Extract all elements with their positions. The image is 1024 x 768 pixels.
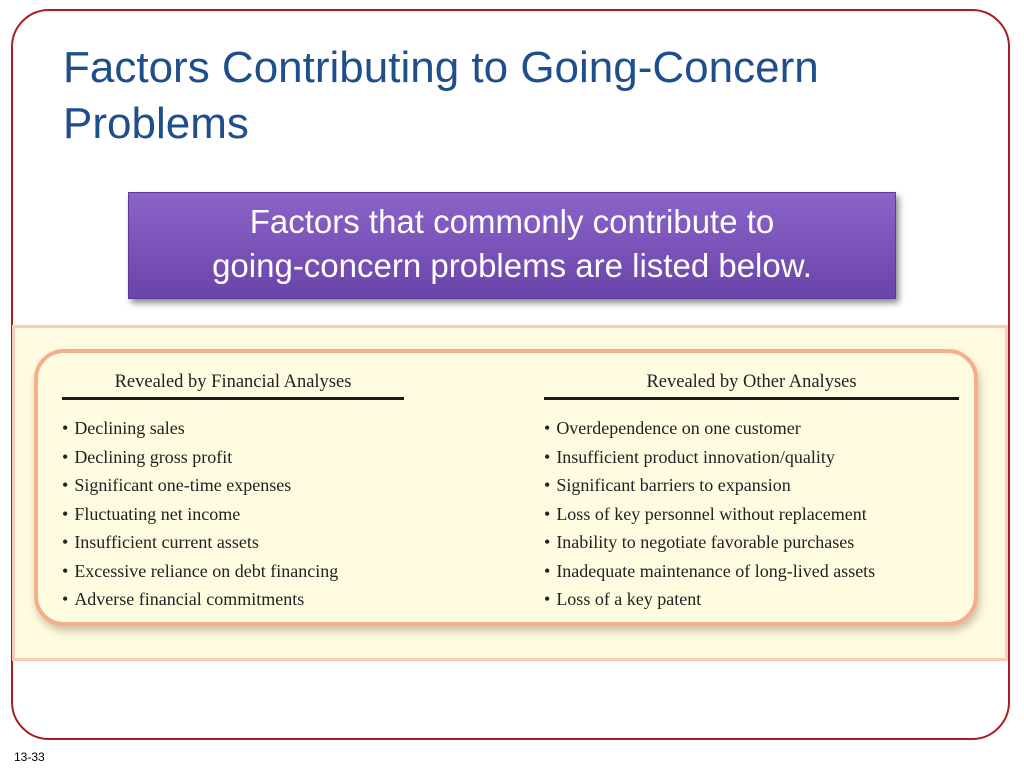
- list-item-text: Overdependence on one customer: [556, 418, 801, 438]
- bullet-icon: •: [62, 418, 69, 438]
- bullet-icon: •: [62, 475, 69, 495]
- bullet-icon: •: [62, 532, 69, 552]
- list-item-text: Insufficient current assets: [74, 532, 259, 552]
- list-item: [544, 414, 959, 443]
- list-item: [544, 585, 959, 614]
- list-item-text: Excessive reliance on debt financing: [74, 560, 339, 581]
- slide-title: Factors Contributing to Going-Concern Problems: [63, 43, 819, 148]
- list-item: [62, 443, 404, 472]
- list-item-text: Insufficient product innovation/quality: [556, 446, 835, 467]
- financial-factors-list: [62, 414, 404, 614]
- list-item: [544, 528, 959, 557]
- list-item-text: Significant one-time expenses: [74, 475, 292, 495]
- other-analyses-column: [544, 371, 959, 614]
- list-item: [544, 500, 959, 529]
- bullet-icon: •: [544, 503, 551, 524]
- bullet-icon: •: [62, 589, 69, 609]
- bullet-icon: •: [544, 532, 551, 552]
- list-item-text: Significant barriers to expansion: [556, 475, 791, 495]
- list-item: [544, 471, 959, 500]
- list-item-text: Loss of a key patent: [556, 589, 702, 609]
- list-item: [62, 585, 404, 614]
- bullet-icon: •: [544, 589, 551, 609]
- list-item: [62, 414, 404, 443]
- callout-box: [128, 192, 896, 299]
- list-item-text: Loss of key personnel without replacement: [556, 503, 867, 524]
- factors-panel: [34, 349, 978, 626]
- list-item-text: Declining sales: [74, 418, 185, 438]
- bullet-icon: •: [62, 503, 69, 524]
- list-item: [544, 443, 959, 472]
- bullet-icon: •: [62, 560, 69, 581]
- callout-line-1: Factors that commonly contribute to: [249, 203, 775, 240]
- financial-analyses-heading: Revealed by Financial Analyses: [62, 371, 404, 400]
- list-item-text: Inability to negotiate favorable purchases: [556, 532, 855, 552]
- list-item-text: Declining gross profit: [74, 446, 233, 467]
- list-item-text: Adverse financial commitments: [74, 589, 305, 609]
- bullet-icon: •: [62, 446, 69, 467]
- list-item: [544, 557, 959, 586]
- page-number: 13-33: [14, 750, 45, 764]
- list-item: [62, 528, 404, 557]
- list-item-text: Fluctuating net income: [74, 503, 241, 524]
- bullet-icon: •: [544, 560, 551, 581]
- list-item: [62, 500, 404, 529]
- other-factors-list: [544, 414, 959, 614]
- list-item: [62, 471, 404, 500]
- bullet-icon: •: [544, 446, 551, 467]
- bullet-icon: •: [544, 418, 551, 438]
- callout-line-2: going-concern problems are listed below.: [212, 247, 812, 284]
- other-analyses-heading: Revealed by Other Analyses: [544, 371, 959, 400]
- financial-analyses-column: [62, 371, 404, 614]
- bullet-icon: •: [544, 475, 551, 495]
- list-item-text: Inadequate maintenance of long-lived assets: [556, 560, 876, 581]
- factors-figure: [12, 325, 1008, 661]
- list-item: [62, 557, 404, 586]
